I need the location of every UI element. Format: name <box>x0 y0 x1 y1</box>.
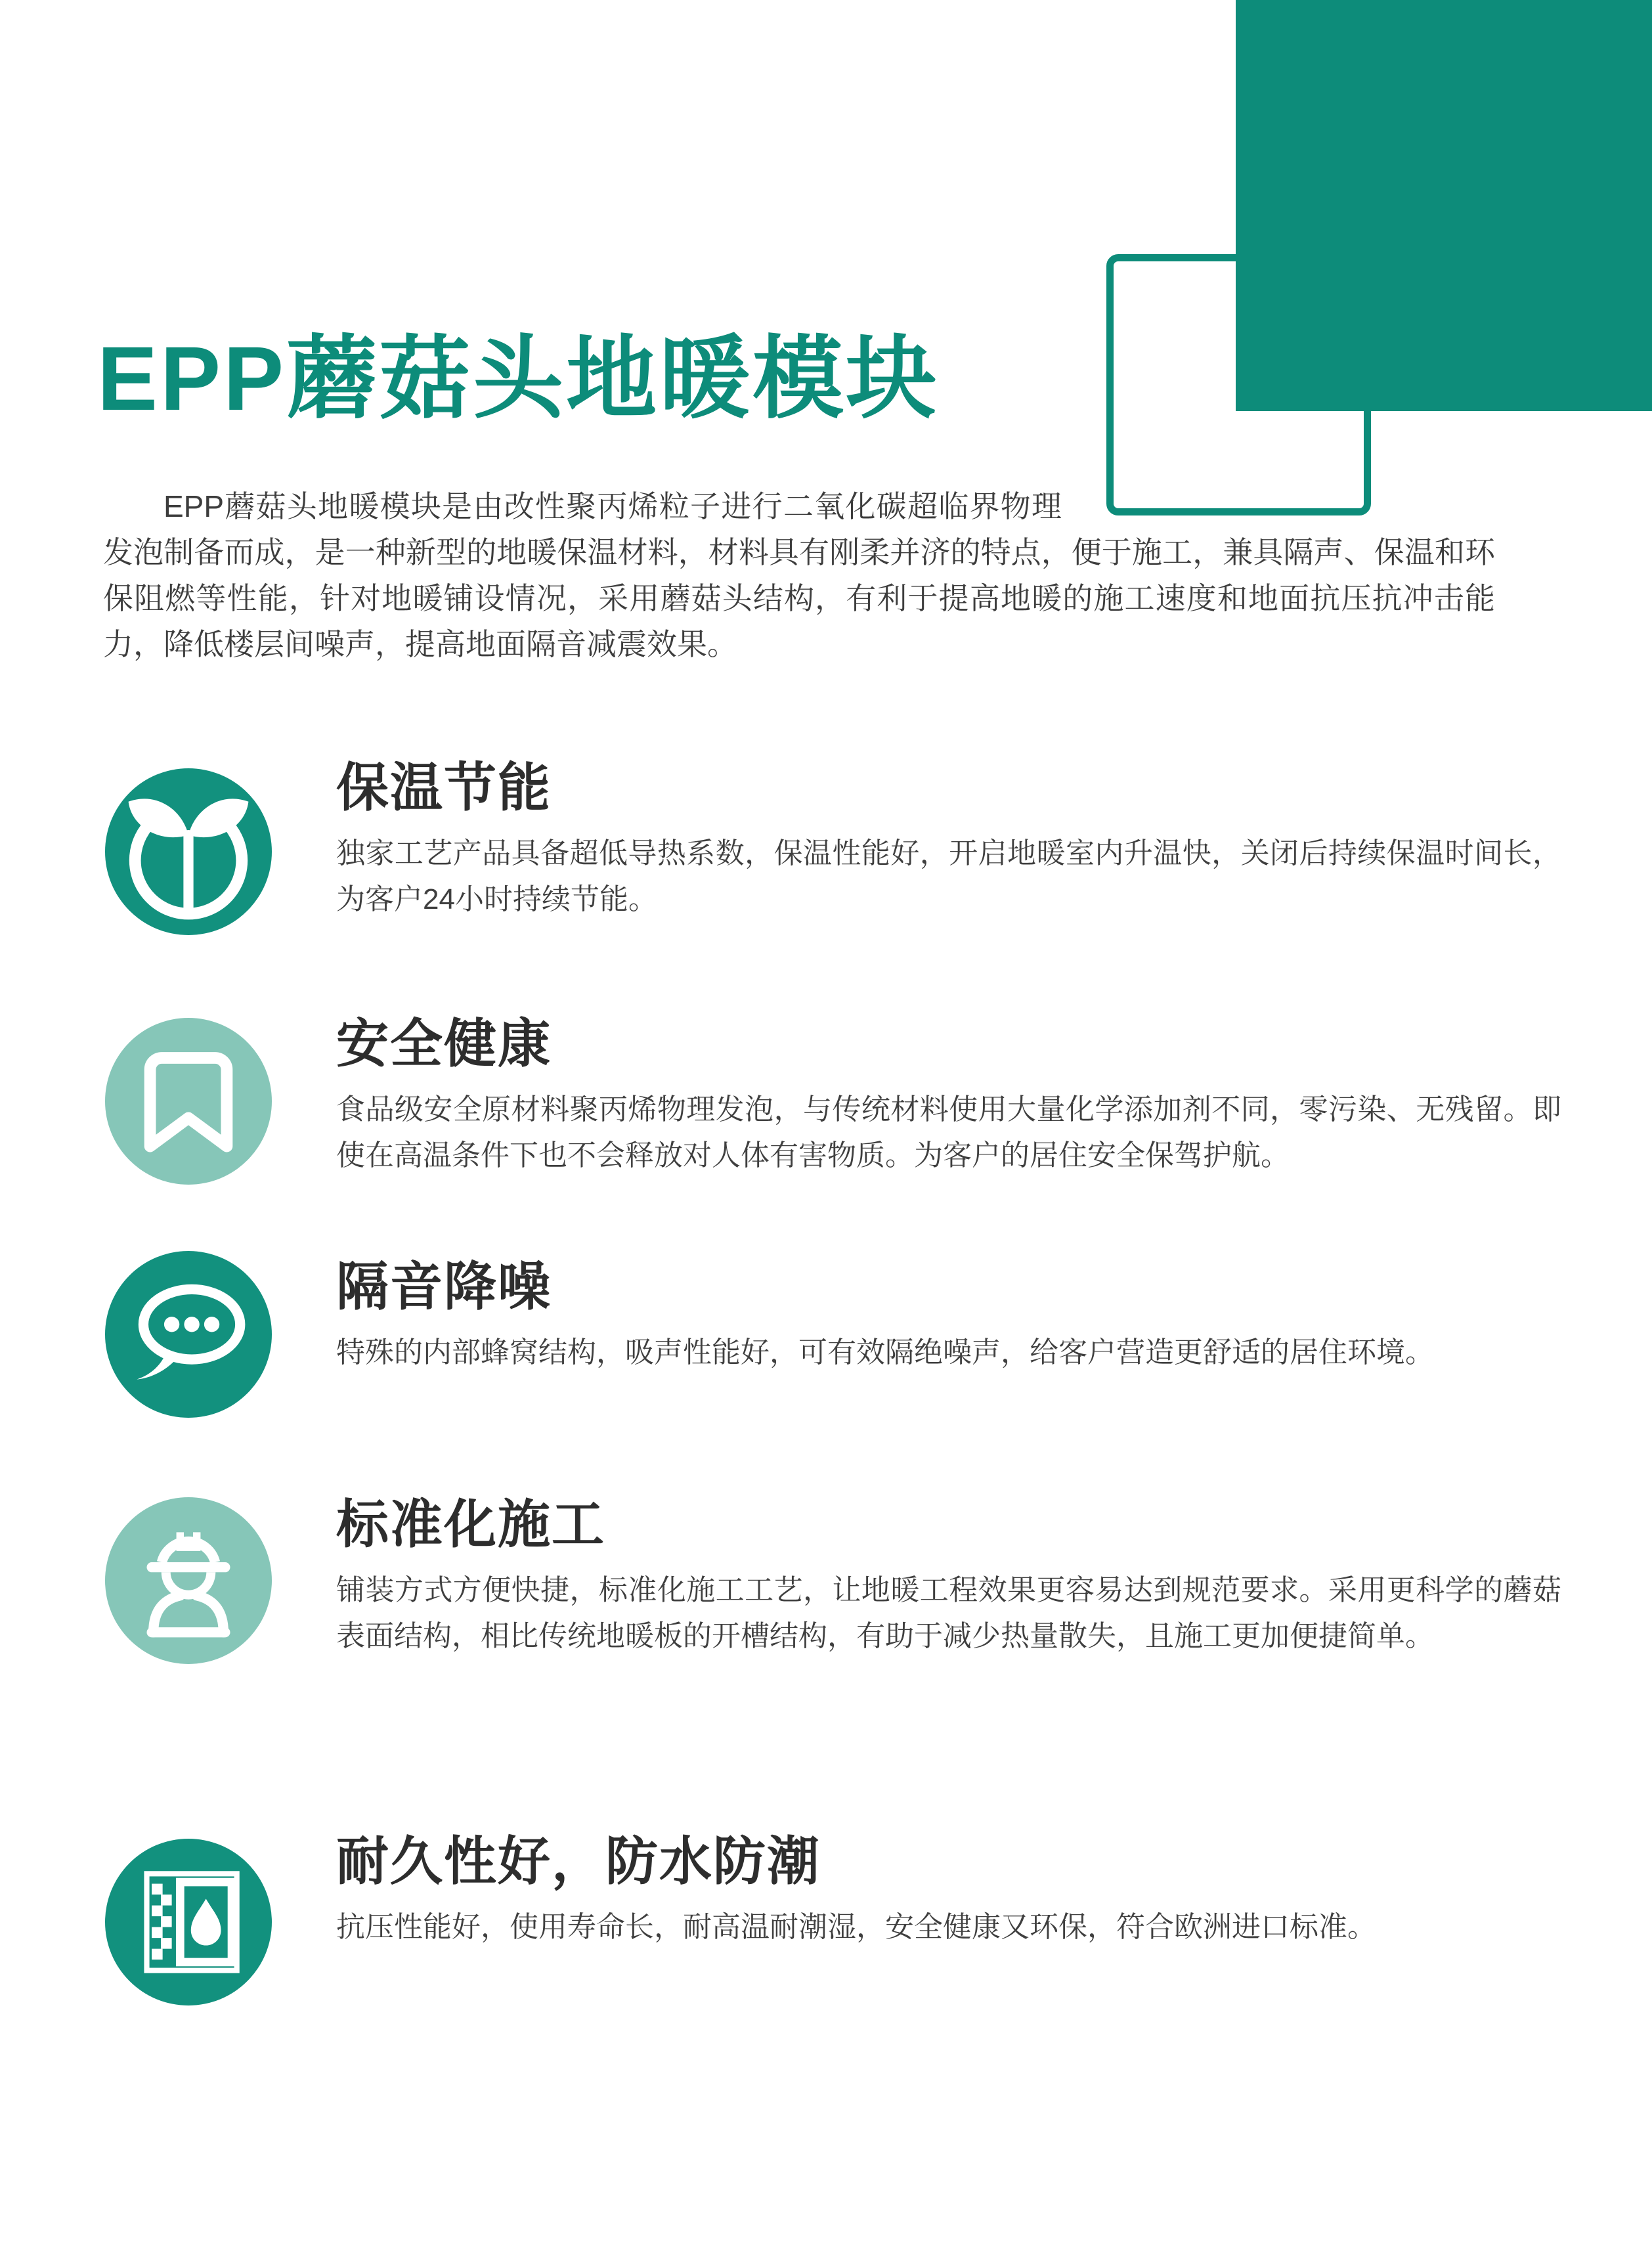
chat-bubble-icon <box>105 1251 272 1418</box>
decor-solid-square <box>1236 0 1652 411</box>
waterproof-icon <box>105 1839 272 2005</box>
page-title: EPP蘑菇头地暖模块 <box>97 328 940 429</box>
intro-wrap-spacer <box>1062 483 1495 529</box>
feature-body: 抗压性能好，使用寿命长，耐高温耐潮湿，安全健康又环保，符合欧洲进口标准。 <box>336 1911 1376 1943</box>
feature-title: 隔音降噪 <box>336 1258 552 1316</box>
feature-body: 食品级安全原材料聚丙烯物理发泡，与传统材料使用大量化学添加剂不同，零污染、无残留。即使在高温条件下也不会释放对人体有害物质。为客户的居住安全保驾护航。 <box>336 1093 1561 1172</box>
intro-text: EPP蘑菇头地暖模块是由改性聚丙烯粒子进行二氧化碳超临界物理发泡制备而成，是一种新型的地暖保温材料，材料具有刚柔并济的特点，便于施工，兼具隔声、保温和环保阻燃等性能，针对地暖铺设情况，采用蘑菇头结构，有利于提高地暖的施工速度和地面抗压抗冲击能力，降低楼层间噪声，提高地面隔音减震效果。 <box>103 489 1495 661</box>
feature-title: 耐久性好，防水防潮 <box>336 1832 821 1891</box>
eco-sprout-icon <box>105 768 272 935</box>
feature-body: 铺装方式方便快捷，标准化施工工艺，让地暖工程效果更容易达到规范要求。采用更科学的蘑菇表面结构，相比传统地暖板的开槽结构，有助于减少热量散失，且施工更加便捷简单。 <box>336 1574 1561 1652</box>
feature-body: 独家工艺产品具备超低导热系数，保温性能好，开启地暖室内升温快，关闭后持续保温时间长，为客户24小时持续节能。 <box>336 837 1561 915</box>
feature-body: 特殊的内部蜂窝结构，吸声性能好，可有效隔绝噪声，给客户营造更舒适的居住环境。 <box>336 1336 1434 1369</box>
bookmark-icon <box>105 1018 272 1185</box>
feature-title: 安全健康 <box>336 1015 552 1073</box>
feature-title: 标准化施工 <box>336 1495 605 1554</box>
construction-worker-icon <box>105 1497 272 1664</box>
intro-paragraph <box>103 483 1495 667</box>
feature-title: 保温节能 <box>336 758 552 817</box>
